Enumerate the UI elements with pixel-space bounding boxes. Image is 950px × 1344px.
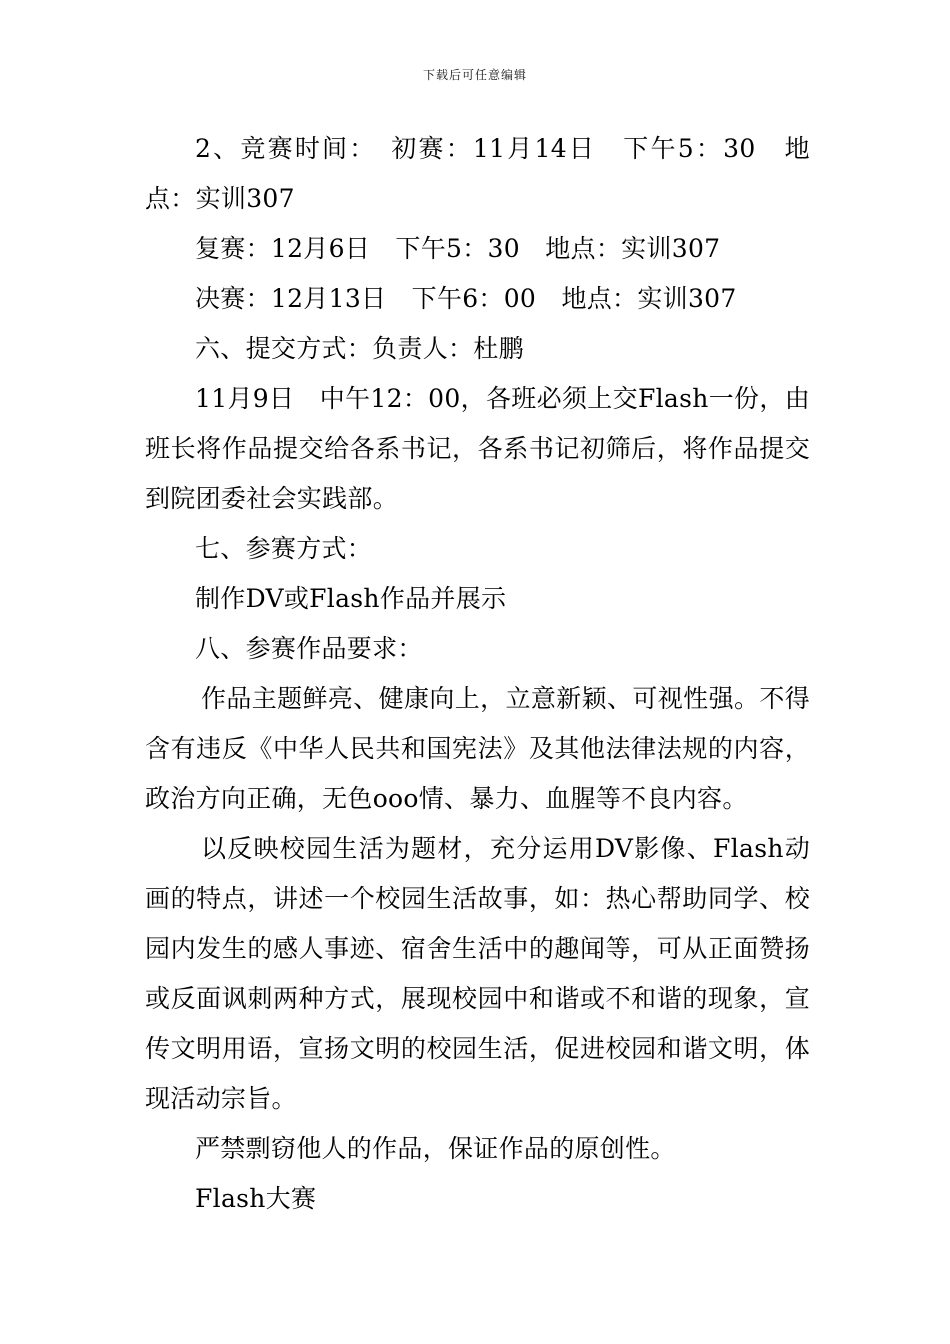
paragraph-flash-contest: Flash大赛 xyxy=(195,1184,317,1213)
document-body xyxy=(145,124,810,1224)
paragraph-originality: 严禁剽窃他人的作品，保证作品的原创性。 xyxy=(195,1134,676,1163)
paragraph-semifinal: 复赛：12月6日 下午5：30 地点：实训307 xyxy=(195,234,721,263)
paragraph-final: 决赛：12月13日 下午6：00 地点：实训307 xyxy=(195,284,737,313)
paragraph-requirement-theme: 作品主题鲜亮、健康向上，立意新颖、可视性强。不得含有违反《中华人民共和国宪法》及其他法律法规的内容，政治方向正确，无色ooo情、暴力、血腥等不良内容。 xyxy=(145,684,810,813)
paragraph-entry-method: 制作DV或Flash作品并展示 xyxy=(195,584,507,613)
paragraph-requirement-subject: 以反映校园生活为题材，充分运用DV影像、Flash动画的特点，讲述一个校园生活故事，如：热心帮助同学、校园内发生的感人事迹、宿舍生活中的趣闻等，可从正面赞扬或反面讽刺两种方式，展现校园中和谐或不和谐的现象，宣传文明用语，宣扬文明的校园生活，促进校园和谐文明，体现活动宗旨。 xyxy=(145,834,810,1113)
page-header: 下载后可任意编辑 xyxy=(422,68,527,82)
paragraph-requirements-heading: 八、参赛作品要求： xyxy=(195,634,423,663)
paragraph-submission-method: 六、提交方式：负责人：杜鹏 xyxy=(195,334,524,363)
paragraph-entry-method-heading: 七、参赛方式： xyxy=(195,534,373,563)
paragraph-competition-time: 2、竞赛时间： 初赛：11月14日 下午5：30 地点：实训307 xyxy=(145,134,810,213)
paragraph-submission-details: 11月9日 中午12：00，各班必须上交Flash一份，由班长将作品提交给各系书记，各系书记初筛后，将作品提交到院团委社会实践部。 xyxy=(145,384,810,513)
